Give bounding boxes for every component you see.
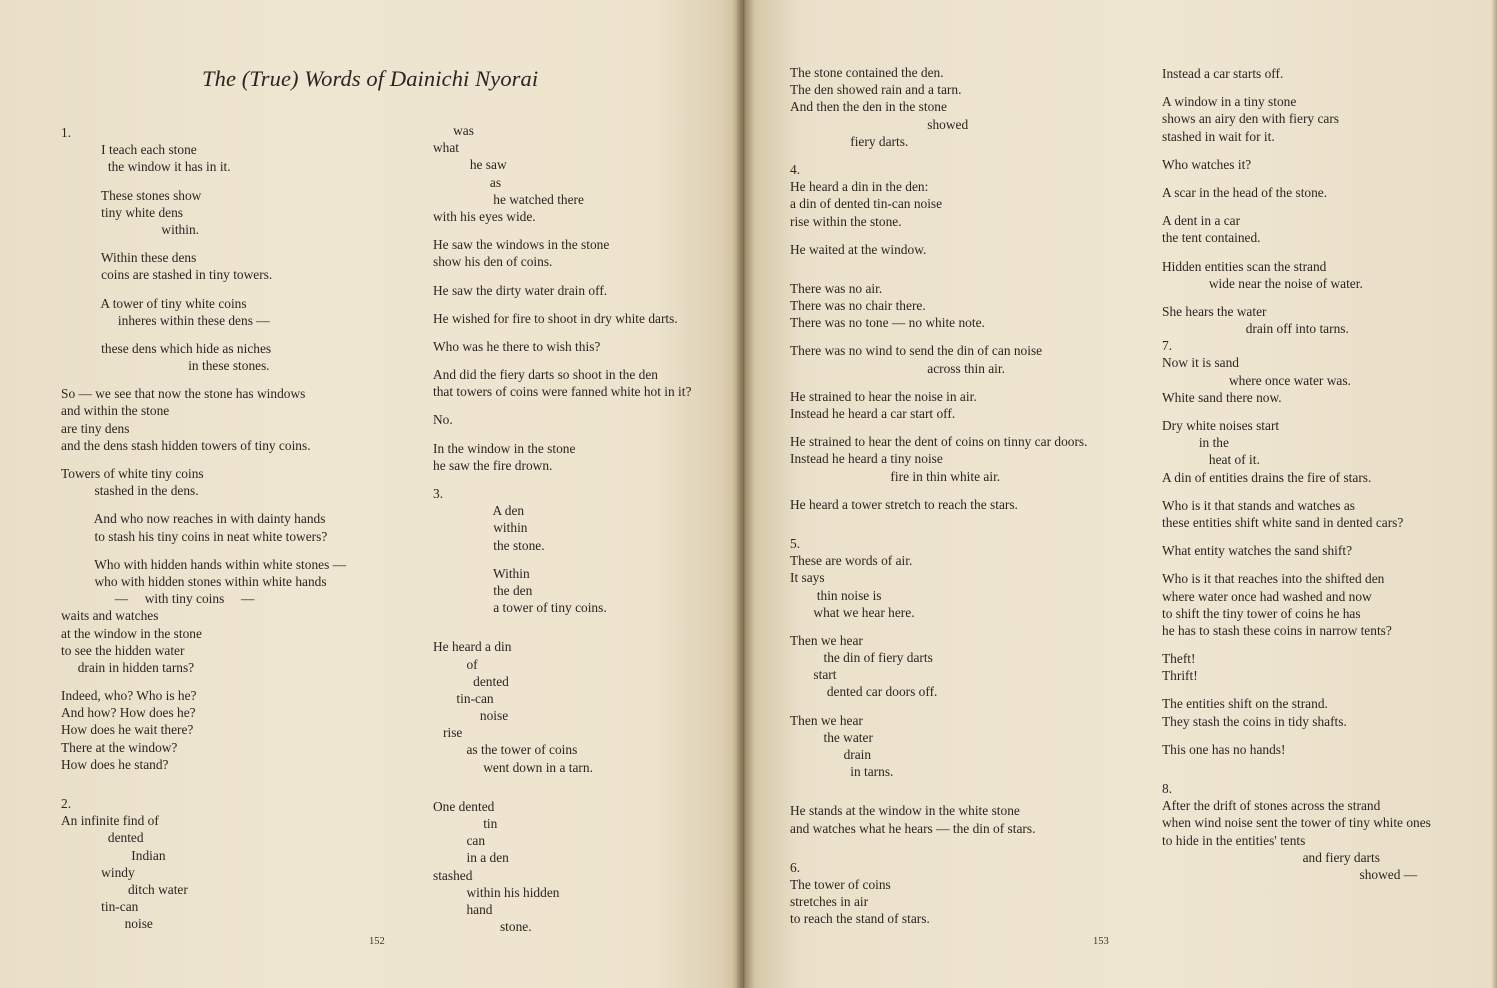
stanza-break xyxy=(1162,639,1431,650)
poem-line: He heard a din in the den: xyxy=(790,179,929,195)
poem-line: Indeed, who? Who is he? xyxy=(61,688,197,704)
poem-line: I teach each stone xyxy=(61,142,197,158)
poem-line: A den xyxy=(433,503,525,519)
stanza-break xyxy=(433,400,691,411)
section-number: 2. xyxy=(61,796,72,811)
poem-line: he saw the fire drown. xyxy=(433,457,553,473)
page-number-left: 152 xyxy=(369,936,385,947)
column-3 xyxy=(790,64,1087,928)
stanza-break xyxy=(1162,769,1431,780)
poem-line: No. xyxy=(433,412,453,428)
poem-line: that towers of coins were fanned white hot in it? xyxy=(433,384,692,400)
stanza-break xyxy=(61,374,346,385)
poem-line: within xyxy=(433,520,528,536)
poem-line: He heard a tower stretch to reach the stars. xyxy=(790,496,1018,512)
stanza-break xyxy=(433,225,691,236)
poem-line: dented car doors off. xyxy=(790,684,938,700)
poem-line: This one has no hands! xyxy=(1162,741,1286,757)
poem-line: who with hidden stones within white hands xyxy=(61,573,327,589)
stanza-break xyxy=(61,773,346,784)
poem-line: when wind noise sent the tower of tiny white ones xyxy=(1162,815,1431,831)
poem-line: And how? How does he? xyxy=(61,705,196,721)
poem-line: stashed in the dens. xyxy=(61,483,199,499)
poem-line: what xyxy=(433,140,460,156)
poem-line: A din of entities drains the fire of stars. xyxy=(1162,469,1372,485)
poem-line: drain xyxy=(790,747,872,762)
poem-line: He waited at the window. xyxy=(790,241,927,257)
stanza-break xyxy=(790,331,1087,342)
poem-line: They stash the coins in tidy shafts. xyxy=(1162,713,1347,729)
stanza-break xyxy=(1162,201,1431,212)
stanza-break xyxy=(433,355,691,366)
poem-line: It says xyxy=(790,570,825,586)
poem-line: Who is it that stands and watches as xyxy=(1162,497,1356,513)
poem-line: Instead he heard a tiny noise xyxy=(790,451,943,467)
stanza-break xyxy=(433,776,691,787)
column-2 xyxy=(433,111,691,935)
poem-line: He wished for fire to shoot in dry white darts. xyxy=(433,310,678,326)
poem-line: in these stones. xyxy=(61,358,270,374)
poem-line: where once water was. xyxy=(1162,372,1351,388)
stanza-break xyxy=(790,780,1087,791)
stanza-break xyxy=(61,499,346,510)
poem-line: After the drift of stones across the strand xyxy=(1162,798,1381,814)
poem-line: noise xyxy=(61,916,153,932)
stanza-break xyxy=(61,329,346,340)
stanza-break xyxy=(433,327,691,338)
section-number: 1. xyxy=(61,125,72,140)
poem-line: drain off into tarns. xyxy=(1162,321,1349,337)
poem-line: inheres within these dens — xyxy=(61,312,270,328)
poem-line: tin-can xyxy=(61,899,139,915)
poem-line: fire in thin white air. xyxy=(790,468,1001,484)
section-number: 3. xyxy=(433,486,444,501)
poem-line: heat of it. xyxy=(1162,452,1260,468)
stanza-break xyxy=(433,271,691,282)
column-4 xyxy=(1162,65,1431,883)
column-1 xyxy=(61,124,346,933)
stanza-break xyxy=(433,554,691,565)
poem-line: showed — xyxy=(1162,866,1418,882)
section-number: 8. xyxy=(1162,781,1173,796)
poem-line: Instead a car starts off. xyxy=(1162,66,1284,81)
stanza-break xyxy=(1162,730,1431,741)
poem-line: Within these dens xyxy=(61,250,197,266)
poem-line: and fiery darts xyxy=(1162,849,1380,865)
stanza-break xyxy=(790,485,1087,496)
poem-line: He stands at the window in the white stone xyxy=(790,803,1020,819)
stanza-break xyxy=(790,701,1087,712)
section-number: 7. xyxy=(1162,338,1173,354)
poem-line: and within the stone xyxy=(61,403,170,419)
stanza-break xyxy=(61,454,346,465)
poem-line: He saw the dirty water drain off. xyxy=(433,282,608,298)
poem-line: He strained to hear the noise in air. xyxy=(790,388,977,404)
poem-line: to see the hidden water xyxy=(61,642,185,658)
poem-line: He heard a din xyxy=(433,639,512,655)
poem-line: and watches what he hears — the din of stars. xyxy=(790,820,1036,836)
poem-line: the water xyxy=(790,729,873,745)
poem-line: in tarns. xyxy=(790,764,894,780)
stanza-break xyxy=(433,474,691,485)
stanza-break xyxy=(790,513,1087,524)
stanza-break xyxy=(790,837,1087,848)
stanza-break xyxy=(61,284,346,295)
stanza-break xyxy=(1162,82,1431,93)
poem-line: What entity watches the sand shift? xyxy=(1162,543,1353,559)
poem-line: Then we hear xyxy=(790,712,863,728)
poem-line: a tower of tiny coins. xyxy=(433,600,607,616)
stanza-break xyxy=(790,848,1087,859)
poem-line: noise xyxy=(433,708,509,724)
poem-line: the din of fiery darts xyxy=(790,650,933,666)
section-number: 6. xyxy=(790,859,801,875)
stanza-break xyxy=(790,258,1087,269)
poem-line: And did the fiery darts so shoot in the den xyxy=(433,367,658,383)
stanza-break xyxy=(790,377,1087,388)
poem-line: Who was he there to wish this? xyxy=(433,338,601,354)
stanza-break xyxy=(433,299,691,310)
poem-line: went down in a tarn. xyxy=(433,759,593,775)
poem-line: to hide in the entities' tents xyxy=(1162,832,1306,848)
poem-line: the den xyxy=(433,582,533,598)
poem-line: with his eyes wide. xyxy=(433,208,536,224)
stanza-break xyxy=(1162,758,1431,769)
poem-line: to stash his tiny coins in neat white towers? xyxy=(61,528,328,544)
poem-line: drain in hidden tarns? xyxy=(61,659,195,675)
poem-line: There was no tone — no white note. xyxy=(790,315,985,331)
stanza-break xyxy=(1162,292,1431,303)
poem-line: stone. xyxy=(433,919,532,935)
poem-line: There was no air. xyxy=(790,280,883,296)
poem-line: Who is it that reaches into the shifted den xyxy=(1162,571,1385,587)
poem-line: Towers of white tiny coins xyxy=(61,466,204,481)
poem-line: There at the window? xyxy=(61,739,178,755)
poem-line: These are words of air. xyxy=(790,553,913,569)
poem-line: what we hear here. xyxy=(790,604,915,620)
stanza-break xyxy=(1162,559,1431,570)
poem-line: can xyxy=(433,833,486,849)
poem-line: In the window in the stone xyxy=(433,440,576,456)
poem-line: in a den xyxy=(433,850,509,866)
stanza-break xyxy=(433,429,691,440)
section-number: 4. xyxy=(790,161,801,177)
stanza-break xyxy=(61,784,346,795)
poem-line: start xyxy=(790,667,837,683)
poem-line: Indian xyxy=(61,847,166,863)
poem-line: in the xyxy=(1162,435,1229,451)
poem-line: A dent in a car xyxy=(1162,213,1241,229)
poem-line: the window it has in it. xyxy=(61,159,231,175)
poem-line: to reach the stand of stars. xyxy=(790,911,930,927)
poem-line: rise xyxy=(433,725,463,741)
poem-line: The tower of coins xyxy=(790,876,891,892)
stanza-break xyxy=(1162,173,1431,184)
poem-line: Theft! xyxy=(1162,651,1196,667)
poem-line: rise within the stone. xyxy=(790,213,902,229)
right-page-edge xyxy=(1491,0,1497,988)
poem-line: Who with hidden hands within white stones — xyxy=(61,556,347,572)
poem-title: The (True) Words of Dainichi Nyorai xyxy=(202,66,539,91)
poem-line: Instead he heard a car start off. xyxy=(790,406,956,421)
poem-line: A scar in the head of the stone. xyxy=(1162,184,1328,200)
stanza-break xyxy=(1162,145,1431,156)
poem-line: thin noise is xyxy=(790,587,882,603)
poem-line: — with tiny coins — xyxy=(61,591,255,607)
poem-line: So — we see that now the stone has windows xyxy=(61,386,306,402)
stanza-break xyxy=(433,627,691,638)
poem-line: White sand there now. xyxy=(1162,389,1282,405)
stanza-break xyxy=(1162,406,1431,417)
stanza-break xyxy=(61,545,346,556)
poem-line: stashed xyxy=(433,867,473,883)
poem-line: Dry white noises start xyxy=(1162,418,1280,433)
stanza-break xyxy=(433,111,691,122)
stanza-break xyxy=(61,176,346,187)
poem-line: tin xyxy=(433,816,498,831)
poem-line: She hears the water xyxy=(1162,303,1267,319)
poem-line: There was no wind to send the din of can noise xyxy=(790,343,1043,359)
poem-line: fiery darts. xyxy=(790,133,909,149)
poem-line: hand xyxy=(433,901,493,917)
poem-line: showed xyxy=(790,116,969,132)
poem-line: wide near the noise of water. xyxy=(1162,275,1363,291)
poem-line: to shift the tiny tower of coins he has xyxy=(1162,605,1361,621)
poem-line: within. xyxy=(61,221,199,237)
poem-line: Who watches it? xyxy=(1162,156,1252,172)
poem-line: at the window in the stone xyxy=(61,625,202,641)
poem-line: The entities shift on the strand. xyxy=(1162,696,1328,712)
stanza-break xyxy=(1162,486,1431,497)
stanza-break xyxy=(1162,247,1431,258)
page-number-right: 153 xyxy=(1093,936,1109,947)
stanza-break xyxy=(790,621,1087,632)
poem-line: One dented xyxy=(433,798,495,814)
stanza-break xyxy=(790,524,1087,535)
poem-line: he watched there xyxy=(433,191,584,207)
poem-line: a din of dented tin-can noise xyxy=(790,196,943,212)
poem-line: windy xyxy=(61,864,135,880)
poem-line: Then we hear xyxy=(790,632,863,648)
poem-line: Hidden entities scan the strand xyxy=(1162,258,1327,274)
stanza-break xyxy=(790,230,1087,241)
poem-line: He saw the windows in the stone xyxy=(433,237,610,253)
poem-line: There was no chair there. xyxy=(790,298,926,314)
stanza-break xyxy=(790,422,1087,433)
poem-line: of xyxy=(433,656,478,672)
poem-line: these entities shift white sand in dented cars? xyxy=(1162,514,1404,530)
poem-line: A tower of tiny white coins xyxy=(61,295,247,311)
poem-line: as the tower of coins xyxy=(433,742,578,758)
poem-line: And who now reaches in with dainty hands xyxy=(61,511,326,527)
poem-line: show his den of coins. xyxy=(433,254,553,270)
poem-line: as xyxy=(433,174,502,190)
poem-line: the tent contained. xyxy=(1162,230,1261,246)
section-number: 5. xyxy=(790,535,801,551)
poem-line: tiny white dens xyxy=(61,204,183,220)
poem-line: ditch water xyxy=(61,881,188,897)
poem-line: He strained to hear the dent of coins on tinny car doors. xyxy=(790,434,1088,450)
poem-line: The stone contained the den. xyxy=(790,65,944,80)
poem-line: Now it is sand xyxy=(1162,355,1239,371)
poem-line: he has to stash these coins in narrow tents? xyxy=(1162,622,1392,638)
poem-line: These stones show xyxy=(61,187,202,203)
stanza-break xyxy=(790,150,1087,161)
poem-line: How does he stand? xyxy=(61,756,169,772)
stanza-break xyxy=(433,787,691,798)
poem-line: within his hidden xyxy=(433,884,560,900)
poem-line: An infinite find of xyxy=(61,813,159,829)
poem-line: How does he wait there? xyxy=(61,722,194,738)
stanza-break xyxy=(1162,684,1431,695)
poem-line: Within xyxy=(433,565,530,581)
stanza-break xyxy=(1162,531,1431,542)
poem-line: waits and watches xyxy=(61,608,159,624)
poem-line: are tiny dens xyxy=(61,420,130,436)
stanza-break xyxy=(61,238,346,249)
stanza-break xyxy=(61,676,346,687)
poem-line: coins are stashed in tiny towers. xyxy=(61,267,273,283)
poem-line: he saw xyxy=(433,157,507,173)
poem-line: these dens which hide as niches xyxy=(61,340,272,356)
poem-line: Thrift! xyxy=(1162,668,1198,684)
poem-line: The den showed rain and a tarn. xyxy=(790,82,962,98)
poem-line: dented xyxy=(433,673,509,689)
poem-line: and the dens stash hidden towers of tiny coins. xyxy=(61,437,311,453)
stanza-break xyxy=(790,791,1087,802)
poem-line: And then the den in the stone xyxy=(790,99,947,115)
poem-line: across thin air. xyxy=(790,360,1005,376)
poem-line: where water once had washed and now xyxy=(1162,588,1372,604)
poem-line: was xyxy=(433,123,474,138)
poem-line: shows an airy den with fiery cars xyxy=(1162,111,1340,127)
stanza-break xyxy=(433,616,691,627)
poem-line: stashed in wait for it. xyxy=(1162,128,1275,144)
book-gutter xyxy=(732,0,754,988)
poem-line: the stone. xyxy=(433,537,545,553)
poem-line: tin-can xyxy=(433,690,494,706)
poem-line: dented xyxy=(61,830,144,846)
stanza-break xyxy=(790,269,1087,280)
poem-line: stretches in air xyxy=(790,894,869,910)
poem-line: A window in a tiny stone xyxy=(1162,94,1297,110)
